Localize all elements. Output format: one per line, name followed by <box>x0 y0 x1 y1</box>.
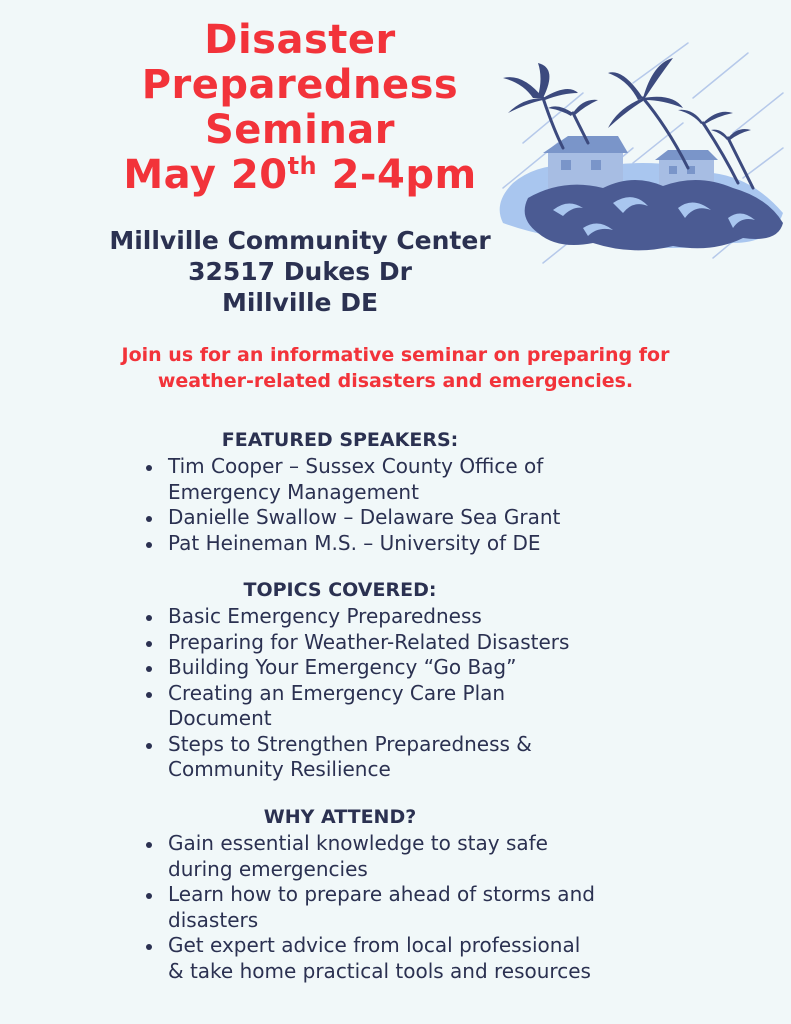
item-text: Preparing for Weather-Related Disasters <box>168 629 570 654</box>
item-text: Basic Emergency Preparedness <box>168 604 482 628</box>
intro-line-2: weather-related disasters and emergencies. <box>157 370 634 392</box>
item-text-cont: during emergencies <box>168 856 368 881</box>
list-item <box>168 681 660 732</box>
list-item <box>168 531 660 557</box>
list-item <box>168 630 660 656</box>
title-line-3: Seminar <box>204 107 396 153</box>
speakers-heading: FEATURED SPEAKERS: <box>221 429 459 451</box>
why-attend-section <box>140 805 660 984</box>
title-line-2: Preparedness <box>141 62 459 108</box>
title-line-1: Disaster <box>204 17 396 63</box>
event-title <box>100 18 500 198</box>
item-text: Danielle Swallow – Delaware Sea Grant <box>168 505 561 529</box>
hurricane-flood-illustration <box>483 38 788 273</box>
list-item <box>168 732 660 783</box>
item-text-cont: & take home practical tools and resources <box>168 958 591 983</box>
list-item <box>168 604 660 630</box>
date-suffix: th <box>287 152 318 180</box>
item-text: Tim Cooper – Sussex County Office of <box>168 454 544 478</box>
venue-name: Millville Community Center <box>109 226 491 255</box>
item-text-cont: Emergency Management <box>168 479 419 504</box>
list-item <box>168 505 660 531</box>
item-text: Creating an Emergency Care Plan <box>168 680 506 705</box>
list-item <box>168 454 660 505</box>
intro-line-1: Join us for an informative seminar on preparing for <box>121 344 670 366</box>
item-text-cont: Document <box>168 706 272 730</box>
topics-heading: TOPICS COVERED: <box>243 579 437 601</box>
item-text: Steps to Strengthen Preparedness & <box>168 731 532 756</box>
why-heading: WHY ATTEND? <box>263 806 417 828</box>
venue-street: 32517 Dukes Dr <box>188 257 412 286</box>
item-text: Get expert advice from local professional <box>168 933 581 957</box>
venue-address <box>92 225 508 318</box>
featured-speakers-section <box>140 428 660 556</box>
item-text: Building Your Emergency “Go Bag” <box>168 655 517 679</box>
venue-city: Millville DE <box>221 288 379 317</box>
date-time: 2-4pm <box>317 152 477 198</box>
date-month: May 20 <box>123 152 288 198</box>
speakers-list <box>140 454 660 556</box>
item-text: Gain essential knowledge to stay safe <box>168 831 548 855</box>
list-item <box>168 655 660 681</box>
item-text: Pat Heineman M.S. – University of DE <box>168 530 541 555</box>
event-date <box>100 153 500 198</box>
list-item <box>168 831 660 882</box>
topics-covered-section <box>140 578 660 783</box>
intro-text <box>40 342 751 394</box>
item-text: Learn how to prepare ahead of storms and <box>168 882 595 906</box>
why-list <box>140 831 660 984</box>
list-item <box>168 933 660 984</box>
item-text-cont: Community Resilience <box>168 757 391 781</box>
item-text-cont: disasters <box>168 907 259 932</box>
topics-list <box>140 604 660 783</box>
list-item <box>168 882 660 933</box>
